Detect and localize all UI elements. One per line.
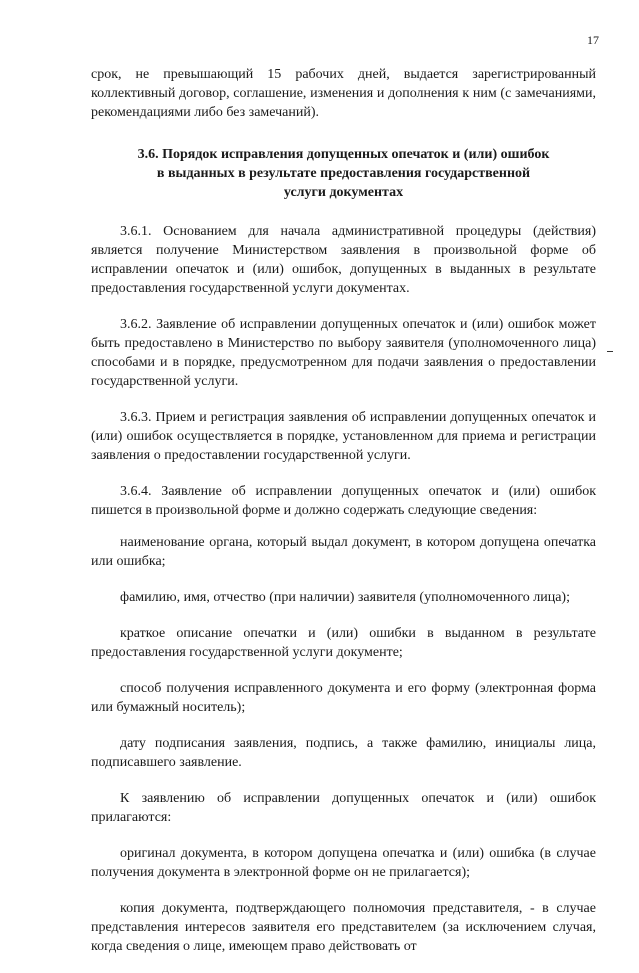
paragraph-3-6-1: 3.6.1. Основанием для начала административной процедуры (действия) является получение Министерством заявления в произвольной форме об исправлении опечаток и (или) ошибок, допущенных в выданных в результате предоставления государственной услуги документах. <box>91 224 596 296</box>
section-heading-line: в выданных в результате предоставления государственной <box>156 166 531 181</box>
list-item: способ получения исправленного документа и его форму (электронная форма или бумажный носитель); <box>91 681 596 715</box>
margin-mark <box>607 351 613 352</box>
list-item: оригинал документа, в котором допущена опечатка и (или) ошибка (в случае получения документа в электронной форме он не прилагается); <box>91 846 596 880</box>
attachments-paragraph: К заявлению об исправлении допущенных опечаток и (или) ошибок прилагаются: <box>91 791 596 825</box>
paragraph-3-6-2: 3.6.2. Заявление об исправлении допущенных опечаток и (или) ошибок может быть предоставлено в Министерство по выбору заявителя (уполномоченного лица) способами и в порядке, предусмотренном для подачи заявления о предоставлении государственной услуги. <box>91 317 596 389</box>
document-body <box>91 65 596 973</box>
paragraph-3-6-4: 3.6.4. Заявление об исправлении допущенных опечаток и (или) ошибок пишется в произвольной форме и должно содержать следующие сведения: <box>91 484 596 518</box>
list-item: дату подписания заявления, подпись, а также фамилию, инициалы лица, подписавшего заявление. <box>91 736 596 770</box>
list-item: наименование органа, который выдал документ, в котором допущена опечатка или ошибка; <box>91 535 596 569</box>
section-heading-line: 3.6. Порядок исправления допущенных опечаток и (или) ошибок <box>137 147 550 162</box>
list-item: фамилию, имя, отчество (при наличии) заявителя (уполномоченного лица); <box>120 590 570 605</box>
list-item: краткое описание опечатки и (или) ошибки в выданном в результате предоставления государственной услуги документе; <box>91 626 596 660</box>
page-number: 17 <box>587 33 599 47</box>
paragraph-3-6-3: 3.6.3. Прием и регистрация заявления об исправлении допущенных опечаток и (или) ошибок осуществляется в порядке, установленном для приема и регистрации заявления о предоставлении государственной услуги. <box>91 410 596 463</box>
intro-paragraph: срок, не превышающий 15 рабочих дней, выдается зарегистрированный коллективный договор, соглашение, изменения и дополнения к ним (с замечаниями, рекомендациями либо без замечаний). <box>91 67 596 120</box>
section-heading-line: услуги документах <box>283 185 404 200</box>
section-heading <box>91 145 596 202</box>
list-item: копия документа, подтверждающего полномочия представителя, - в случае представления интересов заявителя его представителем (за исключением случая, когда сведения о лице, имеющем право действовать от <box>91 901 596 954</box>
